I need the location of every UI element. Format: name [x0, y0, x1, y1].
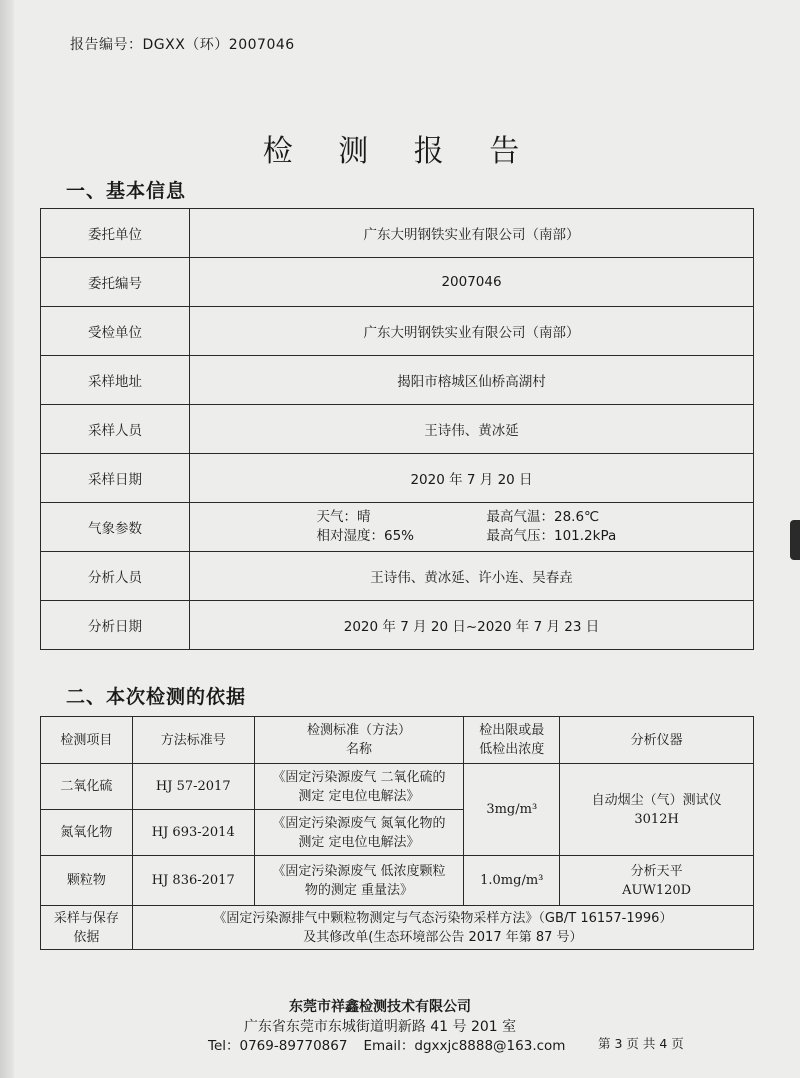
header-limit-line2: 低检出浓度: [479, 742, 545, 757]
row-value: 2020 年 7 月 20 日: [190, 454, 754, 503]
method-so2: [254, 764, 464, 810]
table-row: [41, 356, 754, 405]
sampling-label-line1: 采样与保存: [53, 910, 119, 926]
footer-company: 东莞市祥鑫检测技术有限公司: [289, 999, 471, 1015]
table-row: [41, 906, 754, 950]
row-value: 广东大明钢铁实业有限公司（南部）: [190, 209, 754, 258]
method-line2: 物的测定 重量法》: [304, 882, 414, 898]
footer-email: Email：dgxxjc8888@163.com: [363, 1038, 566, 1054]
max-temperature: 最高气温：28.6℃: [486, 509, 600, 525]
method-line2: 测定 定电位电解法》: [298, 788, 420, 804]
header-instrument: 分析仪器: [560, 717, 754, 764]
relative-humidity: 相对湿度：65%: [316, 528, 415, 544]
limit-shared: 3mg/m³: [464, 764, 560, 856]
table-header-row: [41, 717, 754, 764]
table-row: [41, 209, 754, 258]
table-row: [41, 552, 754, 601]
page-title: 检 测 报 告: [262, 134, 538, 169]
row-label: 气象参数: [41, 503, 190, 552]
row-value: 2020 年 7 月 20 日~2020 年 7 月 23 日: [190, 601, 754, 650]
header-method-line1: 检测标准（方法）: [306, 723, 411, 738]
sampling-label-line2: 依据: [73, 929, 100, 945]
row-label: 采样日期: [41, 454, 190, 503]
max-pressure: 最高气压：101.2kPa: [486, 528, 617, 544]
weather-cell: [190, 503, 754, 552]
row-value: 王诗伟、黄冰延: [190, 405, 754, 454]
instrument-line2: 3012H: [634, 811, 679, 827]
item-so2: 二氧化硫: [41, 764, 133, 810]
table-row: [41, 601, 754, 650]
row-label: 委托单位: [41, 209, 190, 258]
row-value: 揭阳市榕城区仙桥高湖村: [190, 356, 754, 405]
table-row: [41, 307, 754, 356]
method-line1: 《固定污染源废气 氮氧化物的: [272, 815, 446, 831]
row-label: 分析日期: [41, 601, 190, 650]
table-row: [41, 856, 754, 906]
footer-address: 广东省东莞市东城街道明新路 41 号 201 室: [243, 1019, 517, 1035]
header-method-line2: 名称: [345, 742, 372, 757]
footer-contact: [208, 1034, 565, 1054]
instrument-line1: 分析天平: [630, 863, 683, 879]
section1-heading: 一、基本信息: [66, 180, 187, 202]
footer-tel: Tel：0769-89770867: [208, 1038, 348, 1054]
sampling-line2: 及其修改单(生态环境部公告 2017 年第 87 号）: [303, 929, 583, 945]
header-item: 检测项目: [41, 717, 133, 764]
weather-grid: [191, 509, 752, 545]
report-number: 报告编号：DGXX（环）2007046: [70, 37, 295, 53]
item-nox: 氮氧化物: [41, 810, 133, 856]
header-limit: [464, 717, 560, 764]
sampling-basis: [132, 906, 753, 950]
row-label: 采样人员: [41, 405, 190, 454]
page-number: 第 3 页 共 4 页: [598, 1036, 684, 1051]
sampling-label: [41, 906, 133, 950]
basis-table: [40, 716, 754, 950]
instrument-line1: 自动烟尘（气）测试仪: [591, 792, 722, 808]
method-line1: 《固定污染源废气 低浓度颗粒: [272, 863, 446, 879]
table-row: [41, 405, 754, 454]
section2-heading: 二、本次检测的依据: [66, 686, 247, 708]
header-method: [254, 717, 464, 764]
method-line1: 《固定污染源废气 二氧化硫的: [272, 769, 446, 785]
row-value: 2007046: [190, 258, 754, 307]
weather-condition: 天气：晴: [316, 509, 371, 525]
row-label: 委托编号: [41, 258, 190, 307]
table-row: [41, 454, 754, 503]
table-row: [41, 258, 754, 307]
table-row: [41, 764, 754, 810]
row-value: 王诗伟、黄冰延、许小连、吴春垚: [190, 552, 754, 601]
table-row: [41, 503, 754, 552]
method-line2: 测定 定电位电解法》: [298, 834, 420, 850]
header-limit-line1: 检出限或最: [479, 723, 545, 738]
method-pm: [254, 856, 464, 906]
method-nox: [254, 810, 464, 856]
code-pm: HJ 836-2017: [132, 856, 254, 906]
row-label: 分析人员: [41, 552, 190, 601]
instrument-shared: [560, 764, 754, 856]
code-nox: HJ 693-2014: [132, 810, 254, 856]
instrument-line2: AUW120D: [622, 882, 692, 898]
item-pm: 颗粒物: [41, 856, 133, 906]
row-label: 受检单位: [41, 307, 190, 356]
sampling-line1: 《固定污染源排气中颗粒物测定与气态污染物采样方法》（GB/T 16157-1996）: [213, 910, 673, 926]
basic-info-table: [40, 208, 754, 650]
header-code: 方法标准号: [132, 717, 254, 764]
limit-pm: 1.0mg/m³: [464, 856, 560, 906]
code-so2: HJ 57-2017: [132, 764, 254, 810]
edge-mark: [790, 520, 800, 560]
instrument-pm: [560, 856, 754, 906]
row-label: 采样地址: [41, 356, 190, 405]
row-value: 广东大明钢铁实业有限公司（南部）: [190, 307, 754, 356]
